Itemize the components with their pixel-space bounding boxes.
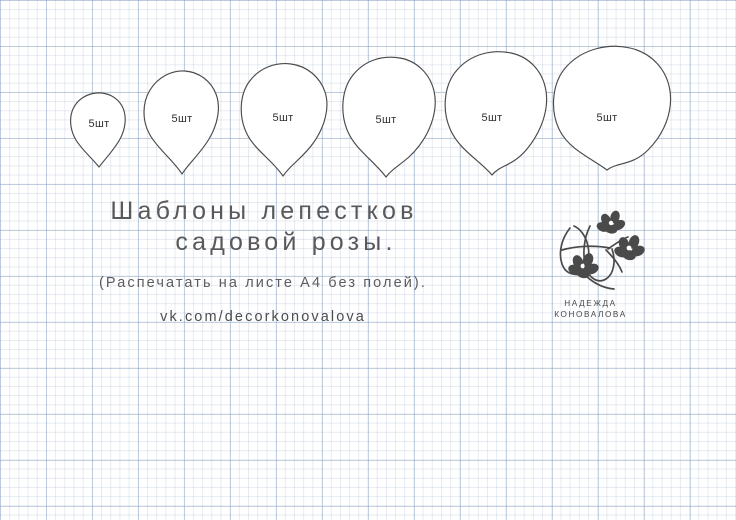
logo-name-line-2: КОНОВАЛОВА (554, 310, 627, 319)
petal-label-3: 5шт (272, 112, 294, 124)
source-url[interactable]: vk.com/decorkonovalova (160, 309, 366, 325)
title-line-1: Шаблоны лепестков (110, 197, 418, 225)
petal-label-5: 5шт (481, 112, 503, 124)
brand-logo (518, 204, 663, 329)
petal-label-6: 5шт (596, 112, 618, 124)
logo-name (518, 298, 663, 320)
petal-shapes-group (0, 0, 736, 200)
logo-monogram-icon (518, 204, 663, 304)
petal-label-4: 5шт (375, 114, 397, 126)
logo-name-line-1: НАДЕЖДА (564, 299, 617, 308)
petal-outline-6 (554, 46, 671, 170)
print-instruction: (Распечатать на листе А4 без полей). (98, 275, 427, 291)
title-line-2: садовой розы. (175, 228, 397, 256)
petal-label-1: 5шт (88, 118, 110, 130)
caption-block (0, 196, 520, 325)
petal-label-2: 5шт (171, 113, 193, 125)
